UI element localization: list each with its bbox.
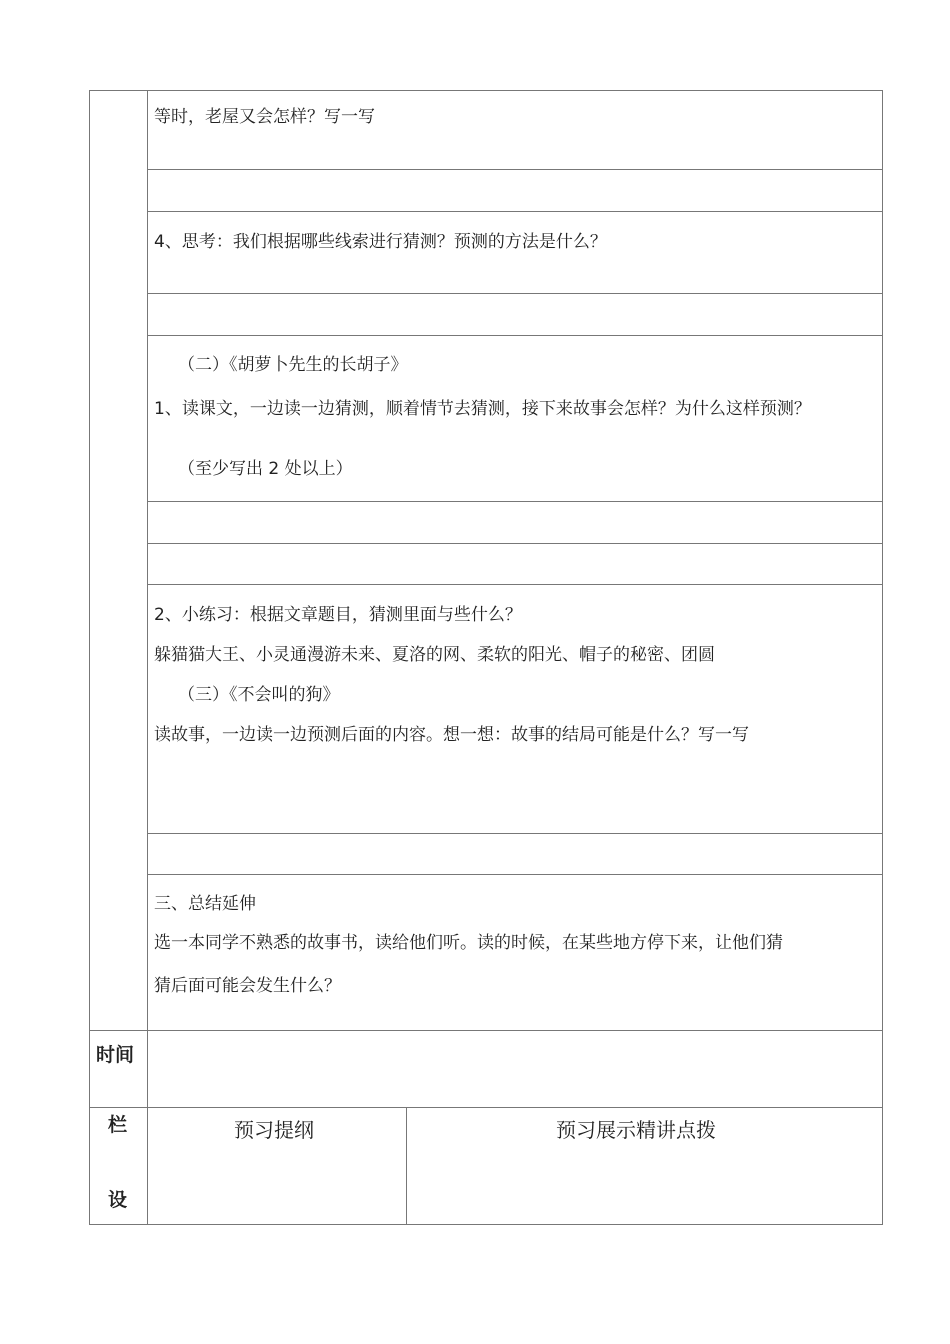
lanshe-column-divider <box>406 1107 407 1225</box>
row-divider <box>147 293 883 294</box>
section-3-title: （三）《不会叫的狗》 <box>178 685 340 705</box>
section-2-title: （二）《胡萝卜先生的长胡子》 <box>178 355 408 375</box>
time-label: 时间 <box>96 1044 135 1066</box>
question-4: 4、思考：我们根据哪些线索进行猜测？预测的方法是什么？ <box>154 232 607 252</box>
section-2-question-2: 2、小练习：根据文章题目，猜测里面与些什么？ <box>154 605 522 625</box>
row-divider <box>147 833 883 834</box>
lanshe-label-char-1: 栏 <box>108 1114 128 1136</box>
label-column-divider <box>147 90 148 1225</box>
row-divider <box>147 335 883 336</box>
section-2-question-1-note: （至少写出 2 处以上） <box>178 459 353 479</box>
row-divider <box>147 501 883 502</box>
section-3-task: 读故事，一边读一边预测后面的内容。想一想：故事的结局可能是什么？写一写 <box>154 725 749 745</box>
row-divider <box>147 874 883 875</box>
summary-line-1: 选一本同学不熟悉的故事书，读给他们听。读的时候，在某些地方停下来，让他们猜 <box>154 933 783 953</box>
row-divider <box>147 211 883 212</box>
story-titles-list: 躲猫猫大王、小灵通漫游未来、夏洛的网、柔软的阳光、帽子的秘密、团圆 <box>154 645 715 665</box>
row-divider <box>147 584 883 585</box>
question-3-continuation: 等时，老屋又会怎样？写一写 <box>154 107 375 127</box>
time-row-top <box>89 1030 883 1031</box>
summary-title: 三、总结延伸 <box>154 894 256 914</box>
summary-line-2: 猜后面可能会发生什么？ <box>154 976 341 996</box>
lanshe-row-top <box>89 1107 883 1108</box>
preview-outline-header: 预习提纲 <box>234 1118 314 1142</box>
row-divider <box>147 543 883 544</box>
section-2-question-1: 1、读课文，一边读一边猜测，顺着情节去猜测，接下来故事会怎样？为什么这样预测？ <box>154 399 811 419</box>
row-divider <box>147 169 883 170</box>
preview-show-header: 预习展示精讲点拨 <box>556 1118 716 1142</box>
lanshe-label-char-2: 设 <box>108 1189 128 1211</box>
